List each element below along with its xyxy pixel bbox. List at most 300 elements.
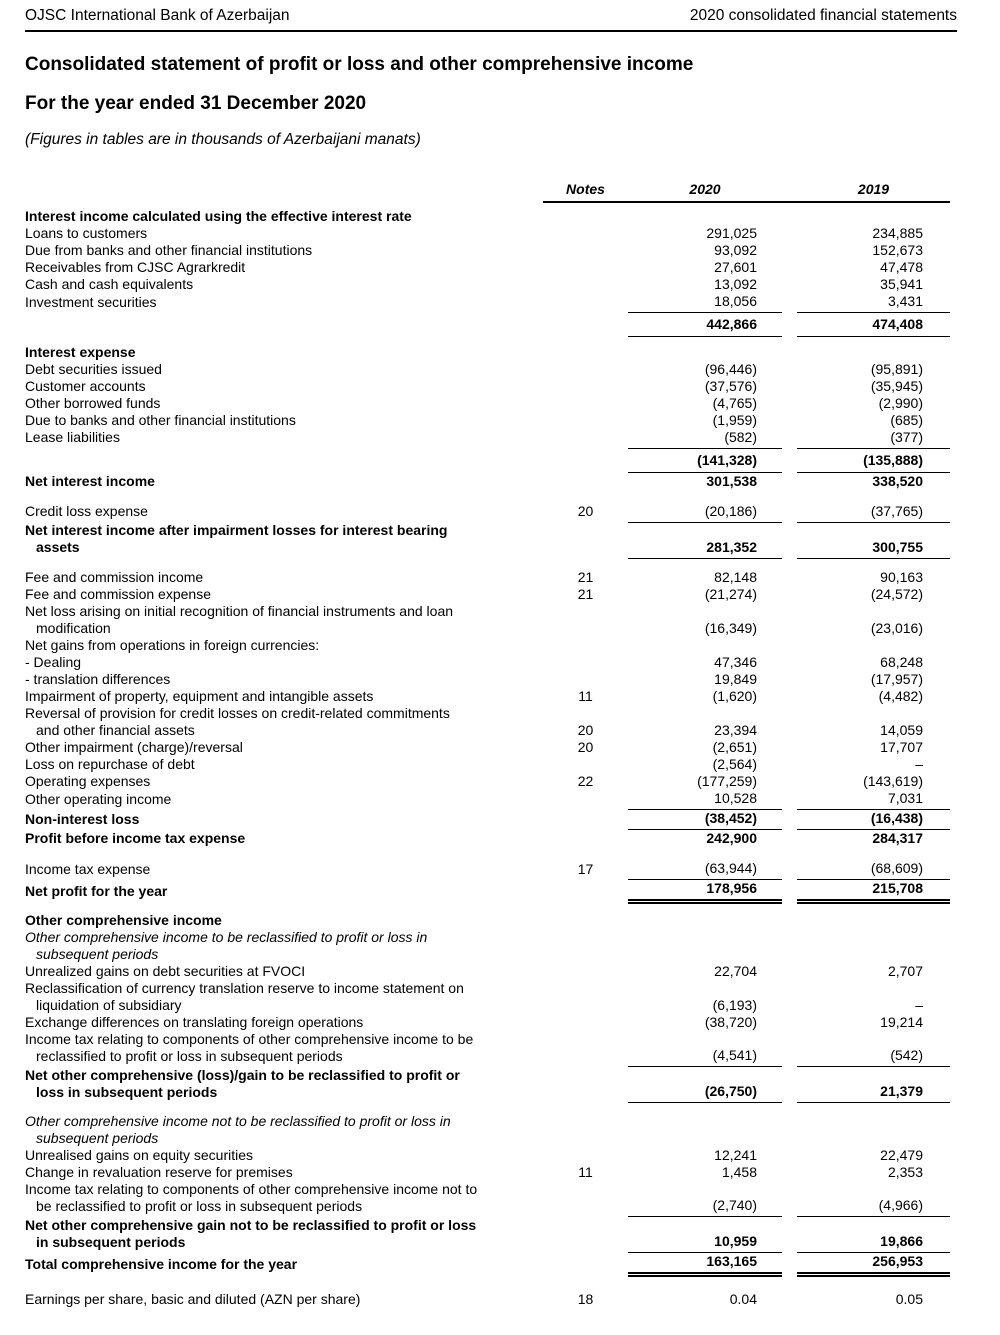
row-value-2019: 19,214 [880,1013,923,1030]
row-note-ref: 20 [577,722,594,738]
row-value-2020: 301,538 [706,472,757,489]
row-label: Due from banks and other financial institutions [25,242,313,258]
table-row [25,569,950,586]
row-value-2020: (6,193) [712,996,757,1013]
table-row [25,790,950,810]
row-note-ref [543,1147,628,1164]
row-value-2019: 338,520 [872,472,923,489]
row-value-2019: (95,891) [870,360,923,377]
table-row [25,293,950,313]
row-value-2020: 291,025 [706,225,757,241]
row-label: - translation differences [25,671,171,687]
row-value-2020 [628,637,782,654]
row-note-ref [543,1067,628,1103]
row-value-2019 [797,929,950,963]
row-note-ref [543,810,628,830]
table-row [25,1014,950,1031]
document-header-left: OJSC International Bank of Azerbaijan [25,7,290,24]
table-row [25,912,950,929]
table-row [25,963,950,980]
row-value-2020: 13,092 [714,276,757,292]
row-value-2020: 163,165 [628,1253,782,1275]
row-label: Other operating income [25,790,172,807]
column-gap [782,1217,797,1253]
row-note-ref [543,929,628,963]
row-note-ref [543,880,628,902]
row-value-2020 [628,1113,782,1147]
row-value-2019: 90,163 [880,569,923,585]
row-value-2019: – [915,996,923,1013]
row-value-2020: 18,056 [628,293,782,313]
column-gap [782,344,797,361]
row-value-2019: 21,379 [797,1067,950,1103]
row-value-2020: 178,956 [628,880,782,902]
table-row [25,1147,950,1164]
row-note-ref [543,912,628,929]
table-row [25,1181,950,1217]
row-value-2020: (38,720) [704,1013,757,1030]
row-value-2020: 442,866 [628,313,782,337]
row-label: Investment securities [25,293,157,310]
table-row [25,202,950,225]
header-year-2020: 2020 [628,181,782,202]
row-value-2019: 215,708 [797,880,950,902]
column-gap [782,603,797,637]
column-gap [782,1113,797,1147]
row-value-2019: 68,248 [880,654,923,670]
row-value-2020: (177,259) [697,773,757,789]
row-value-2020: 27,601 [714,259,757,275]
row-value-2019 [797,637,950,654]
document-header [25,6,957,32]
row-note-ref [543,259,628,276]
table-row [25,1031,950,1067]
spacer-cell [25,337,950,344]
row-label: Unrealised gains on equity securities [25,1146,254,1163]
row-note-ref [543,1113,628,1147]
statement-period: For the year ended 31 December 2020 [25,93,367,114]
row-value-2020: (4,541) [628,1031,782,1067]
column-gap [782,790,797,810]
row-value-2019 [797,912,950,929]
row-note-ref [543,344,628,361]
column-gap [782,586,797,603]
row-label: Impairment of property, equipment and intangible assets [25,688,374,704]
table-row [25,756,950,773]
column-gap [782,980,797,1014]
table-row [25,361,950,378]
row-value-2019: (37,765) [797,503,950,523]
column-gap [782,429,797,449]
header-row [25,181,950,202]
figures-note: (Figures in tables are in thousands of Azerbaijani manats) [25,131,421,148]
row-value-2020: (20,186) [628,503,782,523]
row-value-2019: 474,408 [797,313,950,337]
column-gap [782,810,797,830]
row-value-2020: 12,241 [714,1146,757,1163]
row-value-2019: (542) [797,1031,950,1067]
row-label: Due to banks and other financial institutions [25,411,296,428]
row-value-2019: 300,755 [797,522,950,558]
table-row [25,860,950,880]
row-value-2019: 17,707 [880,739,923,755]
row-label: Customer accounts [25,377,146,394]
row-value-2019: (4,966) [797,1181,950,1217]
column-gap [782,688,797,705]
row-label: Fee and commission expense [25,586,211,602]
statement-table-header [25,181,950,202]
column-gap [782,1291,797,1308]
table-row [25,929,950,963]
row-value-2020: 281,352 [628,522,782,558]
column-gap [782,830,797,848]
row-value-2020: (63,944) [628,860,782,880]
column-gap [782,963,797,980]
table-row [25,395,950,412]
row-label: Fee and commission income [25,569,204,585]
statement-title: Consolidated statement of profit or loss and other comprehensive income [25,54,694,75]
row-label: Cash and cash equivalents [25,276,194,292]
spacer-cell [25,902,950,912]
column-gap [782,860,797,880]
row-label: Net other comprehensive (loss)/gain to be reclassified to profit or loss in subsequent periods [25,1066,460,1100]
column-gap [782,522,797,558]
row-value-2020: 22,704 [714,962,757,979]
row-value-2019: (4,482) [878,688,923,704]
row-label [25,313,543,337]
spacer-cell [25,1103,950,1113]
row-label: Other borrowed funds [25,394,161,411]
spacer-row [25,847,950,860]
row-label: Lease liabilities [25,429,120,445]
row-label: Earnings per share, basic and diluted (AZN per share) [25,1290,361,1307]
row-label: Net gains from operations in foreign currencies: [25,637,320,653]
table-row [25,739,950,756]
table-row [25,276,950,293]
row-value-2020: 93,092 [714,242,757,258]
statement-table [25,181,950,1308]
table-row [25,259,950,276]
row-note-ref [543,790,628,810]
column-gap [782,671,797,688]
column-gap [782,929,797,963]
column-gap [782,503,797,523]
table-row [25,1113,950,1147]
spacer-row [25,490,950,503]
column-gap [782,1253,797,1275]
row-label: Exchange differences on translating foreign operations [25,1013,364,1030]
row-value-2019: 7,031 [797,790,950,810]
row-note-ref: 21 [577,586,594,602]
table-row [25,242,950,259]
row-value-2020: (1,959) [712,411,757,428]
row-value-2019: (2,990) [878,394,923,411]
row-value-2019: (135,888) [797,448,950,472]
row-label: Reversal of provision for credit losses on credit-related commitments and other financial assets [25,705,450,738]
header-notes: Notes [543,181,628,202]
row-label: Interest expense [25,343,136,360]
row-note-ref [543,1014,628,1031]
table-row [25,880,950,902]
row-value-2020: (582) [628,429,782,449]
row-note-ref [543,654,628,671]
row-label: Change in revaluation reserve for premises [25,1163,293,1180]
spacer-row [25,337,950,344]
row-label: Other comprehensive income not to be reclassified to profit or loss in subsequent periods [25,1112,451,1146]
table-row [25,1291,950,1308]
table-row [25,773,950,790]
row-note-ref: 11 [578,688,593,704]
row-note-ref [543,1031,628,1067]
table-row [25,1253,950,1275]
table-row [25,503,950,523]
row-value-2020: 1,458 [721,1163,757,1180]
column-gap [782,637,797,654]
document-header-right: 2020 consolidated financial statements [689,7,957,24]
spacer-cell [25,1275,950,1291]
row-note-ref [543,756,628,773]
spacer-cell [25,558,950,569]
row-value-2019: 22,479 [880,1146,923,1163]
row-value-2020: 10,528 [628,790,782,810]
row-note-ref [543,395,628,412]
row-note-ref [543,242,628,259]
row-value-2019: 0.05 [895,1290,923,1307]
column-gap [782,293,797,313]
row-note-ref: 21 [577,569,594,585]
row-label: Interest income calculated using the effective interest rate [25,208,412,224]
row-value-2019: 152,673 [872,242,923,258]
row-value-2020: (2,651) [712,739,757,755]
row-label: - Dealing [25,654,82,670]
header-gap [782,181,797,202]
row-value-2020: 23,394 [714,722,757,738]
row-value-2019: 3,431 [797,293,950,313]
row-value-2019: 47,478 [880,259,923,275]
column-gap [782,912,797,929]
row-note-ref [543,313,628,337]
row-note-ref [543,361,628,378]
header-year-2019: 2019 [797,181,950,202]
table-row [25,412,950,429]
column-gap [782,361,797,378]
row-value-2020: (141,328) [628,448,782,472]
column-gap [782,773,797,790]
row-label: Reclassification of currency translation reserve to income statement on liquidation of subsidiary [25,979,464,1013]
row-label: Net interest income after impairment losses for interest bearing assets [25,522,448,555]
row-note-ref: 17 [577,860,594,877]
spacer-cell [25,490,950,503]
column-gap [782,756,797,773]
spacer-row [25,558,950,569]
row-label: Income tax relating to components of other comprehensive income not to be reclassified to profit or loss in subsequent periods [25,1180,478,1214]
table-row [25,1164,950,1181]
row-note-ref: 18 [577,1290,594,1307]
row-value-2020: (38,452) [628,810,782,830]
table-row [25,830,950,848]
row-note-ref [543,1181,628,1217]
column-gap [782,1147,797,1164]
row-note-ref [543,830,628,848]
row-value-2019 [797,1113,950,1147]
row-value-2019: 234,885 [872,225,923,241]
table-row [25,1217,950,1253]
row-value-2019: 256,953 [797,1253,950,1275]
table-row [25,344,950,361]
table-row [25,671,950,688]
header-label-cell [25,181,543,202]
table-row [25,654,950,671]
table-row [25,1067,950,1103]
column-gap [782,313,797,337]
row-value-2020: (4,765) [712,394,757,411]
column-gap [782,448,797,472]
column-gap [782,395,797,412]
row-value-2019: (143,619) [863,773,923,789]
row-label: Debt securities issued [25,360,162,377]
table-row [25,472,950,490]
row-value-2019: – [915,756,923,772]
table-row [25,980,950,1014]
row-label: Unrealized gains on debt securities at FVOCI [25,962,306,979]
row-value-2020: 0.04 [729,1290,757,1307]
row-value-2019: 2,353 [887,1163,923,1180]
column-gap [782,225,797,242]
column-gap [782,880,797,902]
row-value-2019: 19,866 [797,1217,950,1253]
statement-table-body [25,202,950,1308]
column-gap [782,412,797,429]
row-label: Income tax relating to components of other comprehensive income to be reclassified to profit or loss in subsequent periods [25,1030,474,1064]
row-note-ref [543,522,628,558]
column-gap [782,202,797,225]
row-value-2020 [628,344,782,361]
row-value-2020: (21,274) [704,586,757,602]
row-value-2019: 284,317 [872,830,923,846]
row-value-2020: 10,959 [628,1217,782,1253]
row-label: Profit before income tax expense [25,830,246,846]
row-note-ref: 11 [578,1163,593,1180]
column-gap [782,1067,797,1103]
table-row [25,225,950,242]
table-row [25,378,950,395]
table-row [25,705,950,739]
table-row [25,429,950,449]
row-value-2020 [628,912,782,929]
row-label: Net interest income [25,472,155,489]
row-note-ref [543,276,628,293]
row-label: Operating expenses [25,773,151,789]
row-label: Other impairment (charge)/reversal [25,739,243,755]
column-gap [782,1164,797,1181]
row-label: Loans to customers [25,225,148,241]
row-label: Income tax expense [25,860,151,877]
row-value-2020: (26,750) [628,1067,782,1103]
row-note-ref [543,637,628,654]
row-value-2019: (17,957) [870,671,923,687]
row-note-ref [543,963,628,980]
row-value-2020: 19,849 [714,671,757,687]
spacer-row [25,1275,950,1291]
row-note-ref [543,378,628,395]
column-gap [782,276,797,293]
row-value-2019: 2,707 [887,962,923,979]
row-note-ref [543,202,628,225]
row-value-2019: (685) [890,411,923,428]
row-value-2019: (24,572) [870,586,923,602]
table-row [25,586,950,603]
row-value-2019: (68,609) [797,860,950,880]
row-note-ref [543,472,628,490]
row-value-2019: (16,438) [797,810,950,830]
row-label: Net other comprehensive gain not to be reclassified to profit or loss in subsequent periods [25,1216,477,1250]
row-note-ref [543,448,628,472]
spacer-row [25,902,950,912]
row-label: Non-interest loss [25,810,140,827]
row-value-2020 [628,202,782,225]
column-gap [782,739,797,756]
table-row [25,637,950,654]
row-note-ref [543,1217,628,1253]
row-value-2019: 35,941 [880,276,923,292]
row-label: Credit loss expense [25,503,148,519]
row-note-ref [543,1253,628,1275]
column-gap [782,1014,797,1031]
row-value-2020: (2,740) [628,1181,782,1217]
table-row [25,522,950,558]
row-value-2019: (23,016) [870,620,923,636]
column-gap [782,378,797,395]
row-note-ref [543,429,628,449]
row-label: Other comprehensive income [25,911,222,928]
row-value-2019 [797,344,950,361]
row-value-2020: (96,446) [704,360,757,377]
table-row [25,688,950,705]
table-row [25,603,950,637]
row-label: Net loss arising on initial recognition of financial instruments and loan modification [25,603,454,636]
row-value-2019: 14,059 [880,722,923,738]
row-value-2020: (37,576) [704,377,757,394]
row-note-ref [543,293,628,313]
column-gap [782,242,797,259]
row-value-2020 [628,929,782,963]
column-gap [782,472,797,490]
row-label: Receivables from CJSC Agrarkredit [25,259,246,275]
row-value-2019: (35,945) [870,377,923,394]
row-value-2020: (2,564) [712,756,757,772]
row-note-ref: 22 [577,773,594,789]
row-note-ref [543,225,628,242]
column-gap [782,569,797,586]
row-value-2020: (16,349) [704,620,757,636]
row-label: Total comprehensive income for the year [25,1255,298,1272]
row-note-ref [543,412,628,429]
row-note-ref [543,603,628,637]
row-value-2019: (377) [797,429,950,449]
column-gap [782,1181,797,1217]
row-label: Net profit for the year [25,882,168,899]
row-value-2020: 242,900 [706,830,757,846]
row-label: Loss on repurchase of debt [25,756,195,772]
table-row [25,810,950,830]
row-label [25,448,543,472]
row-note-ref [543,980,628,1014]
spacer-row [25,1103,950,1113]
row-value-2020: 47,346 [714,654,757,670]
column-gap [782,259,797,276]
row-value-2020: 82,148 [714,569,757,585]
row-value-2020: (1,620) [712,688,757,704]
